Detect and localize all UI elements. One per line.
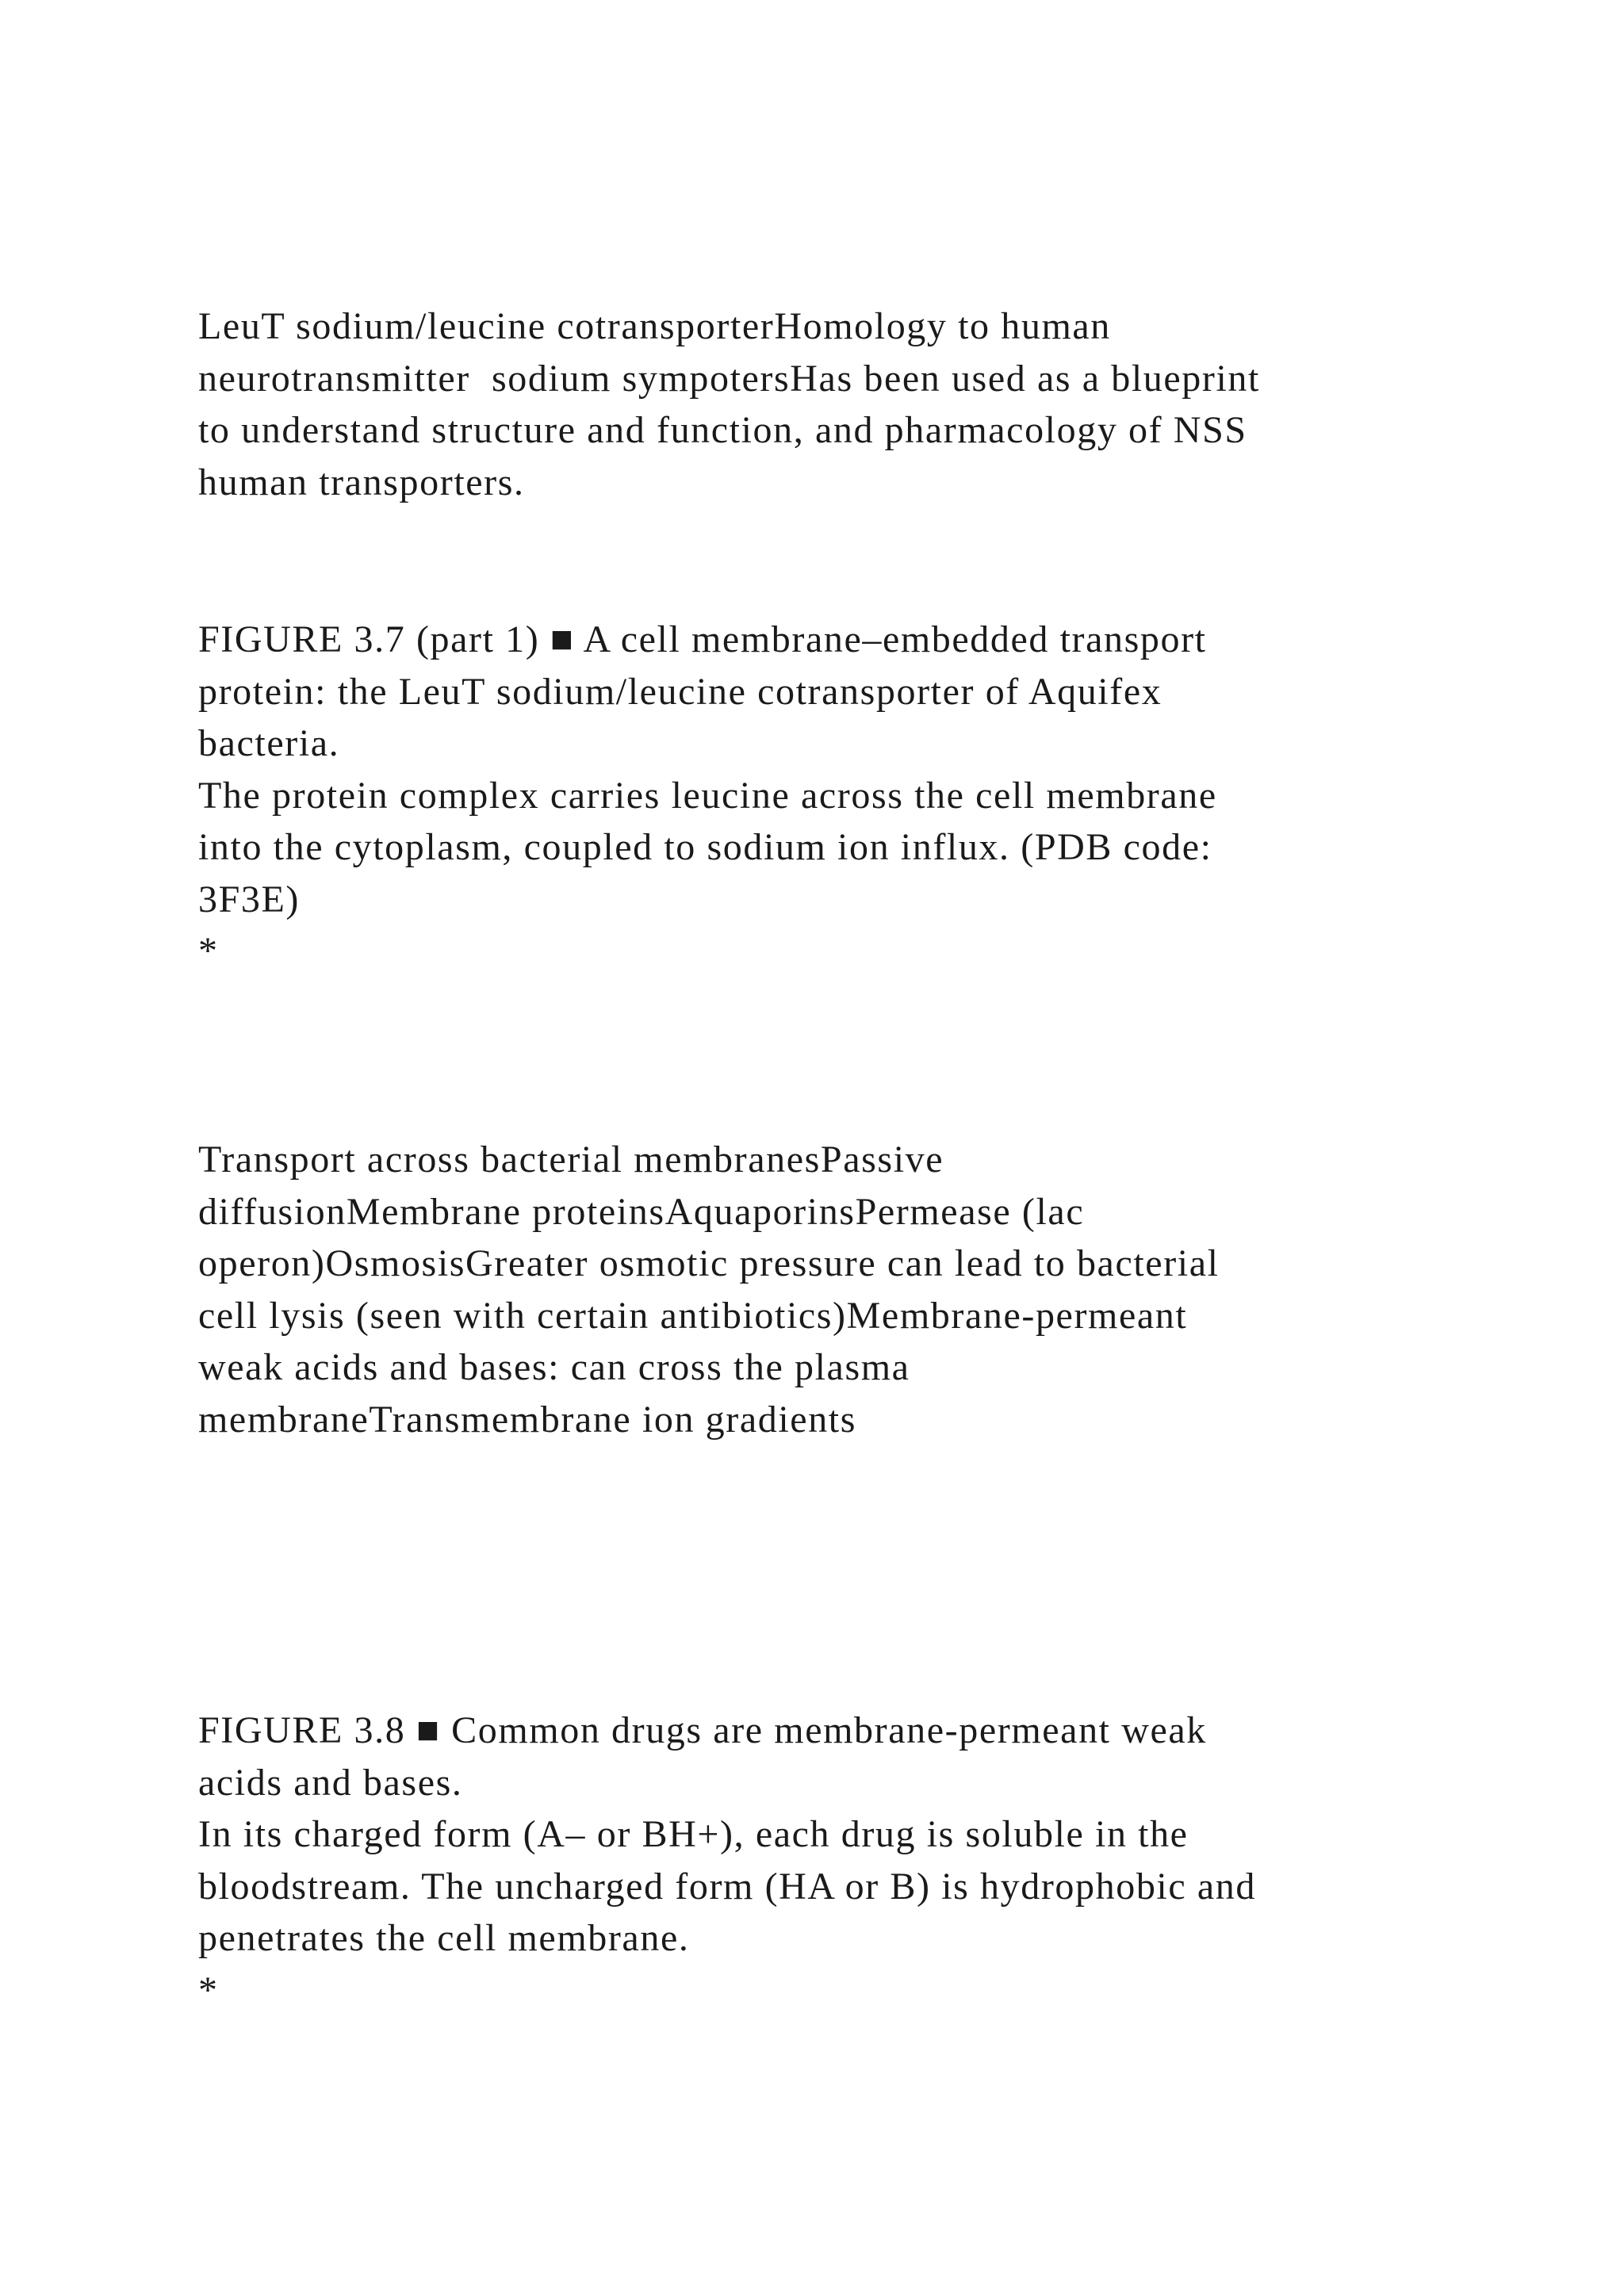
text-line: The protein complex carries leucine across the cell membrane bbox=[198, 774, 1217, 817]
text-line: 3F3E) bbox=[198, 878, 300, 920]
text-line: membraneTransmembrane ion gradients bbox=[198, 1398, 857, 1441]
text-line: into the cytoplasm, coupled to sodium ion influx. (PDB code: bbox=[198, 826, 1212, 868]
text-line: FIGURE 3.8 ■ Common drugs are membrane-permeant weak bbox=[198, 1709, 1207, 1751]
text-line: cell lysis (seen with certain antibiotics)Membrane-permeant bbox=[198, 1294, 1188, 1337]
leut-summary-paragraph bbox=[198, 300, 1467, 508]
text-line: In its charged form (A– or BH+), each drug is soluble in the bbox=[198, 1813, 1189, 1855]
bacterial-transport-paragraph bbox=[198, 1134, 1467, 1445]
text-line: Transport across bacterial membranesPassive bbox=[198, 1138, 944, 1181]
text-line: weak acids and bases: can cross the plasma bbox=[198, 1346, 910, 1388]
text-line: bacteria. bbox=[198, 722, 340, 764]
text-line: diffusionMembrane proteinsAquaporinsPermease (lac bbox=[198, 1190, 1085, 1233]
figure-3-8-caption bbox=[198, 1705, 1467, 2016]
asterisk-marker: * bbox=[198, 1969, 219, 2011]
figure-3-7-caption bbox=[198, 614, 1467, 978]
text-line: LeuT sodium/leucine cotransporterHomology to human bbox=[198, 305, 1111, 347]
text-line: neurotransmitter sodium sympotersHas been used as a blueprint bbox=[198, 357, 1260, 400]
text-line: protein: the LeuT sodium/leucine cotransporter of Aquifex bbox=[198, 670, 1162, 713]
text-line: bloodstream. The uncharged form (HA or B) is hydrophobic and bbox=[198, 1865, 1256, 1908]
text-line: FIGURE 3.7 (part 1) ■ A cell membrane–embedded transport bbox=[198, 618, 1207, 660]
text-line: acids and bases. bbox=[198, 1761, 463, 1804]
text-line: operon)OsmosisGreater osmotic pressure can lead to bacterial bbox=[198, 1242, 1220, 1284]
text-line: penetrates the cell membrane. bbox=[198, 1917, 690, 1959]
text-line: to understand structure and function, and pharmacology of NSS bbox=[198, 409, 1247, 451]
asterisk-marker: * bbox=[198, 930, 219, 972]
text-line: human transporters. bbox=[198, 461, 525, 503]
